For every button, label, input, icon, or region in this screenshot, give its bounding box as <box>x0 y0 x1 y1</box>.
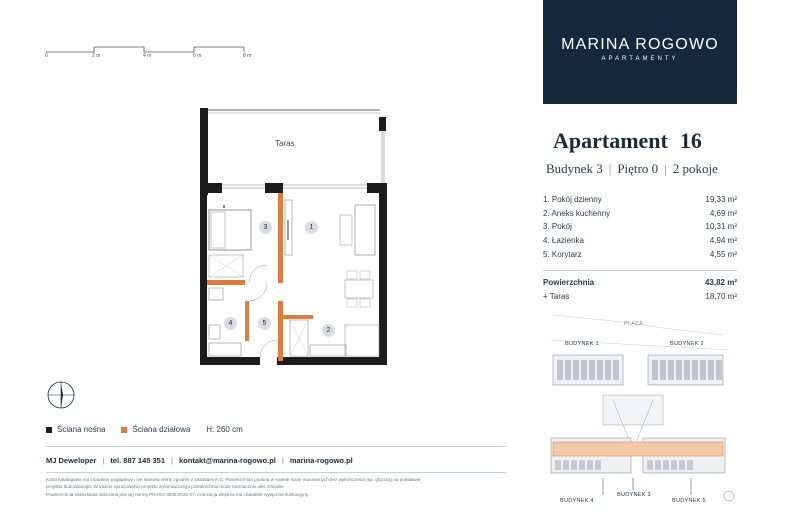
site-plan <box>543 310 737 510</box>
phone[interactable]: tel. 887 145 351 <box>110 456 166 465</box>
room-row: 5. Korytarz 4,55 m² <box>543 249 737 259</box>
legend-bearing: Ściana nośna <box>46 425 105 434</box>
apartment-title: Apartament 16 <box>553 128 702 153</box>
room-row: 1. Pokój dzienny 19,33 m² <box>543 195 737 204</box>
scale-tick-0: 0 <box>45 53 48 59</box>
brand-sub: APARTAMENTY <box>601 56 679 62</box>
footer-divider-top <box>46 446 506 447</box>
terrace-label: Taras <box>275 139 295 148</box>
footer-divider-bottom <box>46 472 506 473</box>
rooms-list <box>543 193 737 261</box>
room-marker-4: 4 <box>224 317 237 330</box>
brand-name: MARINA ROGOWO <box>561 36 719 53</box>
scale-tick-4: 4 m <box>143 53 152 59</box>
rooms-divider <box>543 270 737 271</box>
website[interactable]: marina-rogowo.pl <box>289 456 353 465</box>
room-row: 3. Pokój 10,31 m² <box>543 222 737 232</box>
contact-line: MJ Deweloper | tel. 887 145 351 | kontakt@marina-rogowo.pl | marina-rogowo.pl <box>46 456 353 465</box>
email[interactable]: kontakt@marina-rogowo.pl <box>178 456 276 465</box>
developer-name: MJ Deweloper <box>46 456 97 465</box>
apartment-number: 16 <box>679 128 702 153</box>
terrace-area-row: + Taras 18,70 m² <box>543 291 737 301</box>
scale-tick-6: 6 m <box>193 53 202 59</box>
scale-tick-2: 2 m <box>92 53 101 59</box>
legend-height: H: 260 cm <box>206 425 243 434</box>
partition-swatch <box>121 427 127 433</box>
room-marker-3: 3 <box>259 221 272 234</box>
site-b1: BUDYNEK 1 <box>565 341 599 347</box>
site-plaza: PLAZA <box>624 321 643 327</box>
total-area-row: Powierzchnia 43,82 m² <box>543 278 737 287</box>
site-b4: BUDYNEK 4 <box>560 498 594 504</box>
floor-plan <box>195 105 395 370</box>
scale-bar <box>44 40 264 54</box>
compass-icon <box>46 380 76 410</box>
room-marker-2: 2 <box>322 324 335 337</box>
legend <box>46 425 259 434</box>
disclaimer-2: Powierzchnia mieszkania obliczana jest wg normy PN-ISO 9836:2022-07. Aranżacja wnętrza ma charakter wyłącznie ilustracyjny. <box>46 492 309 497</box>
disclaimer-1: Karta katalogowa ma charakter poglądowy i nie stanowi oferty zgodnie z zasadami K.C. Powierzchnia podana w świetle ścian murowanych bez wykończenia (np. glazurą) na podstawie projektu budowlanego. W trakcie opracowania projektu wykonawczego powierzchnia może nieznacznie ulec zmianie. <box>46 477 421 489</box>
apartment-subtitle: Budynek 3 | Piętro 0 | 2 pokoje <box>546 161 718 176</box>
brand-header <box>543 0 737 104</box>
room-row: 2. Aneks kuchenny 4,69 m² <box>543 208 737 218</box>
bearing-swatch <box>46 427 52 433</box>
room-marker-1: 1 <box>305 221 318 234</box>
site-b5: BUDYNEK 5 <box>672 498 706 504</box>
scale-tick-8: 8 m <box>243 53 252 59</box>
site-b3: BUDYNEK 3 <box>617 492 651 498</box>
legend-partition: Ściana działowa <box>121 425 190 434</box>
site-b2: BUDYNEK 2 <box>670 341 704 347</box>
room-row: 4. Łazienka 4,94 m² <box>543 236 737 246</box>
totals <box>543 276 737 303</box>
room-marker-5: 5 <box>258 317 271 330</box>
